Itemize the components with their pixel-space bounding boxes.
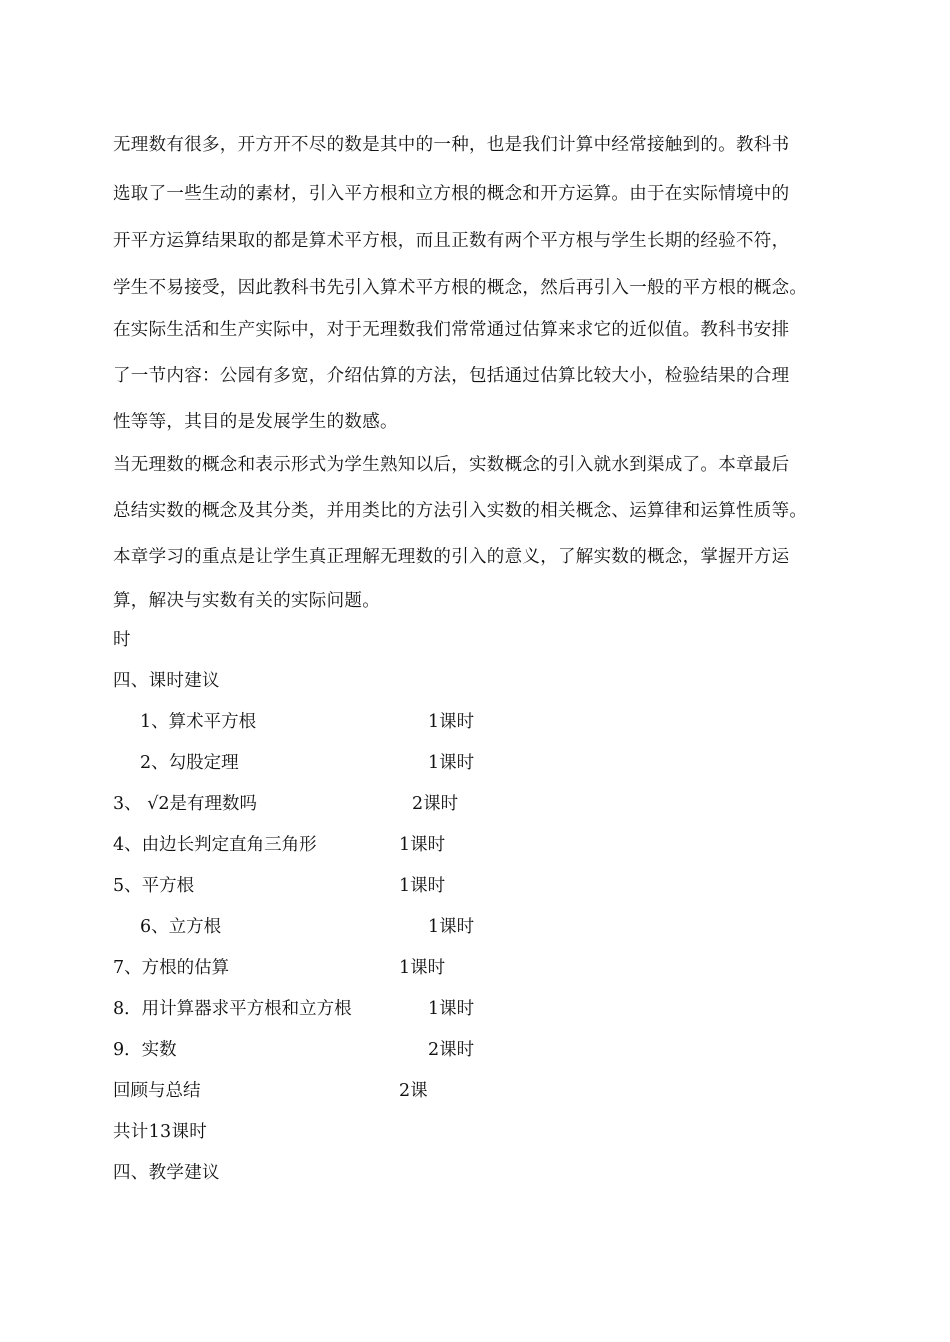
paragraph-line: 开平方运算结果取的都是算术平方根，而且正数有两个平方根与学生长期的经验不符， <box>113 231 790 251</box>
schedule-hours: 1课时 <box>428 917 475 937</box>
schedule-topic: 6、立方根 <box>140 917 222 937</box>
schedule-row <box>113 793 533 815</box>
schedule-hours: 2课 <box>399 1081 428 1101</box>
schedule-row <box>113 998 533 1020</box>
schedule-hours: 1课时 <box>399 876 446 896</box>
paragraph-line: 算，解决与实数有关的实际问题。 <box>113 591 380 611</box>
schedule-hours: 1课时 <box>399 835 446 855</box>
paragraph-line: 学生不易接受，因此教科书先引入算术平方根的概念，然后再引入一般的平方根的概念。 <box>113 278 808 298</box>
schedule-hours: 2课时 <box>412 794 459 814</box>
schedule-hours: 1课时 <box>428 753 475 773</box>
schedule-topic: 4、由边长判定直角三角形 <box>113 835 317 855</box>
schedule-row <box>140 711 540 733</box>
paragraph-line: 性等等，其目的是发展学生的数感。 <box>113 412 398 432</box>
paragraph-line: 总结实数的概念及其分类，并用类比的方法引入实数的相关概念、运算律和运算性质等。 <box>113 501 808 521</box>
schedule-row <box>113 957 533 979</box>
teaching-heading: 四、教学建议 <box>113 1163 220 1183</box>
paragraph-line: 选取了一些生动的素材，引入平方根和立方根的概念和开方运算。由于在实际情境中的 <box>113 184 790 204</box>
paragraph-line: 当无理数的概念和表示形式为学生熟知以后，实数概念的引入就水到渠成了。本章最后 <box>113 455 790 475</box>
schedule-topic: 8．用计算器求平方根和立方根 <box>113 999 352 1019</box>
stray-text: 时 <box>113 630 131 650</box>
paragraph-line: 本章学习的重点是让学生真正理解无理数的引入的意义，了解实数的概念，掌握开方运 <box>113 547 790 567</box>
schedule-topic: 回顾与总结 <box>113 1081 201 1101</box>
schedule-topic: 1、算术平方根 <box>140 712 257 732</box>
paragraph-line: 在实际生活和生产实际中，对于无理数我们常常通过估算来求它的近似值。教科书安排 <box>113 320 790 340</box>
paragraph-line: 无理数有很多，开方开不尽的数是其中的一种，也是我们计算中经常接触到的。教科书 <box>113 135 790 155</box>
schedule-topic: 7、方根的估算 <box>113 958 230 978</box>
paragraph-line: 了一节内容：公园有多宽，介绍估算的方法，包括通过估算比较大小，检验结果的合理 <box>113 366 790 386</box>
schedule-row <box>113 1039 533 1061</box>
schedule-hours: 1课时 <box>428 712 475 732</box>
schedule-heading: 四、课时建议 <box>113 671 220 691</box>
schedule-row <box>140 752 540 774</box>
schedule-hours: 2课时 <box>428 1040 475 1060</box>
schedule-topic: 9．实数 <box>113 1040 177 1060</box>
schedule-row <box>140 916 540 938</box>
schedule-topic: 2、勾股定理 <box>140 753 239 773</box>
schedule-hours: 1课时 <box>428 999 475 1019</box>
schedule-row <box>113 1080 533 1102</box>
schedule-topic: 3、 √2是有理数吗 <box>113 794 257 814</box>
schedule-hours: 1课时 <box>399 958 446 978</box>
schedule-row <box>113 834 533 856</box>
schedule-topic: 5、平方根 <box>113 876 195 896</box>
schedule-total: 共计13课时 <box>113 1122 208 1142</box>
schedule-row <box>113 875 533 897</box>
